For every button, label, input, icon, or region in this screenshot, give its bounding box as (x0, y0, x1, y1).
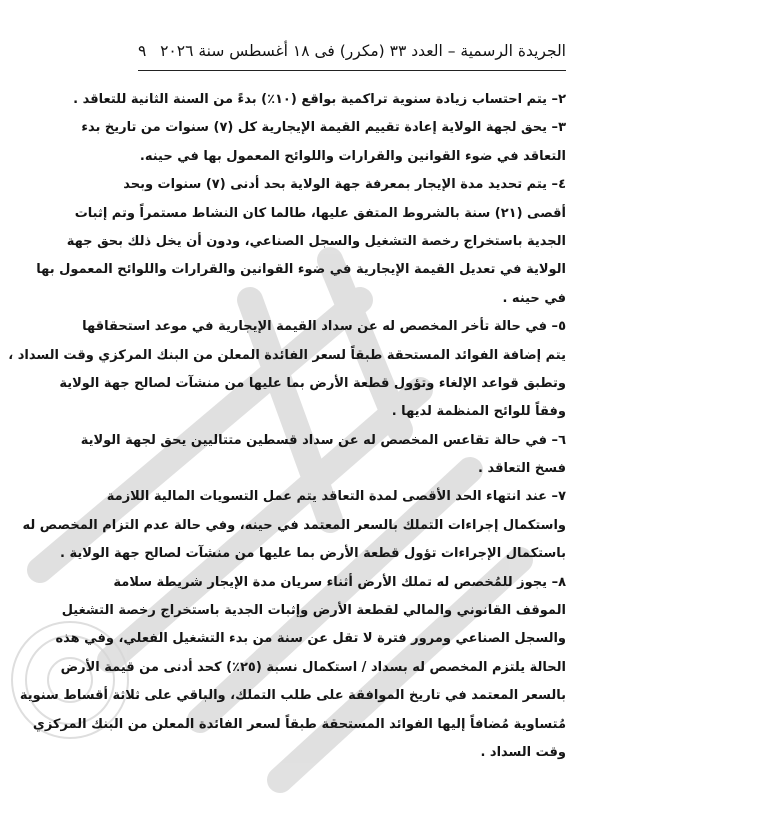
text-line: ٣– يحق لجهة الولاية إعادة تقييم القيمة الإيجارية كل (٧) سنوات من تاريخ بدء (81, 120, 566, 136)
text-line: وتطبق قواعد الإلغاء وتؤول قطعة الأرض بما عليها من منشآت لصالح جهة الولاية (59, 375, 566, 391)
text-line: الولاية في تعديل القيمة الإيجارية في ضوء القوانين والقرارات واللوائح المعمول بها (36, 262, 566, 278)
text-line: ٨– يجوز للمُخصص له تملك الأرض أثناء سريان مدة الإيجار شريطة سلامة (113, 574, 566, 590)
page-header (138, 42, 566, 66)
text-line: ٦– في حالة تقاعس المخصص له عن سداد قسطين متتاليين يحق لجهة الولاية (80, 432, 566, 448)
text-line: الموقف القانوني والمالي لقطعة الأرض وإثبات الجدية باستخراج رخصة التشغيل (61, 603, 566, 619)
text-line: التعاقد في ضوء القوانين والقرارات واللوائح المعمول بها في حينه. (139, 148, 566, 164)
text-line: في حينه . (502, 290, 566, 306)
text-line: الجدية باستخراج رخصة التشغيل والسجل الصناعي، ودون أن يخل ذلك بحق جهة (66, 233, 566, 249)
header-divider (138, 70, 566, 71)
text-line: ٧– عند انتهاء الحد الأقصى لمدة التعاقد يتم عمل التسويات المالية اللازمة (106, 489, 566, 505)
text-line: فسخ التعاقد . (478, 461, 566, 477)
text-line: والسجل الصناعي ومرور فترة لا تقل عن سنة من بدء التشغيل الفعلي، وفي هذه (55, 631, 566, 647)
gazette-title: الجريدة الرسمية – العدد ٣٣ (مكرر) فى ١٨ أغسطس سنة ٢٠٢٦ (160, 42, 566, 60)
text-line: بالسعر المعتمد في تاريخ الموافقة على طلب التملك، والباقي على ثلاثة أقساط سنوية (19, 688, 566, 704)
text-line: وفقاً للوائح المنظمة لديها . (391, 404, 566, 420)
text-line: مُتساوية مُضافاً إليها الفوائد المستحقة طبقاً لسعر الفائدة المعلن من البنك المركزي (32, 716, 566, 732)
text-line: يتم إضافة الفوائد المستحقة طبقاً لسعر الفائدة المعلن من البنك المركزي وقت السداد ، (8, 347, 566, 363)
text-line: واستكمال إجراءات التملك بالسعر المعتمد في حينه، وفي حالة عدم التزام المخصص له (22, 517, 566, 533)
text-line: باستكمال الإجراءات تؤول قطعة الأرض بما عليها من منشآت لصالح جهة الولاية . (60, 546, 566, 562)
text-line: ٢– يتم احتساب زيادة سنوية تراكمية بواقع (١٠٪) بدءً من السنة الثانية للتعاقد . (73, 92, 566, 107)
text-line: وقت السداد . (480, 744, 566, 760)
text-line: ٥– في حالة تأخر المخصص له عن سداد القيمة الإيجارية في موعد استحقاقها (82, 319, 566, 335)
page-number: ٩ (138, 42, 147, 60)
text-line: أقصى (٢١) سنة بالشروط المتفق عليها، طالما كان النشاط مستمراً وتم إثبات (74, 205, 566, 221)
text-line: ٤– يتم تحديد مدة الإيجار بمعرفة جهة الولاية بحد أدنى (٧) سنوات وبحد (123, 177, 566, 193)
text-line: الحالة يلتزم المخصص له بسداد / استكمال نسبة (٢٥٪) كحد أدنى من قيمة الأرض (60, 659, 566, 675)
body-text (8, 86, 566, 767)
